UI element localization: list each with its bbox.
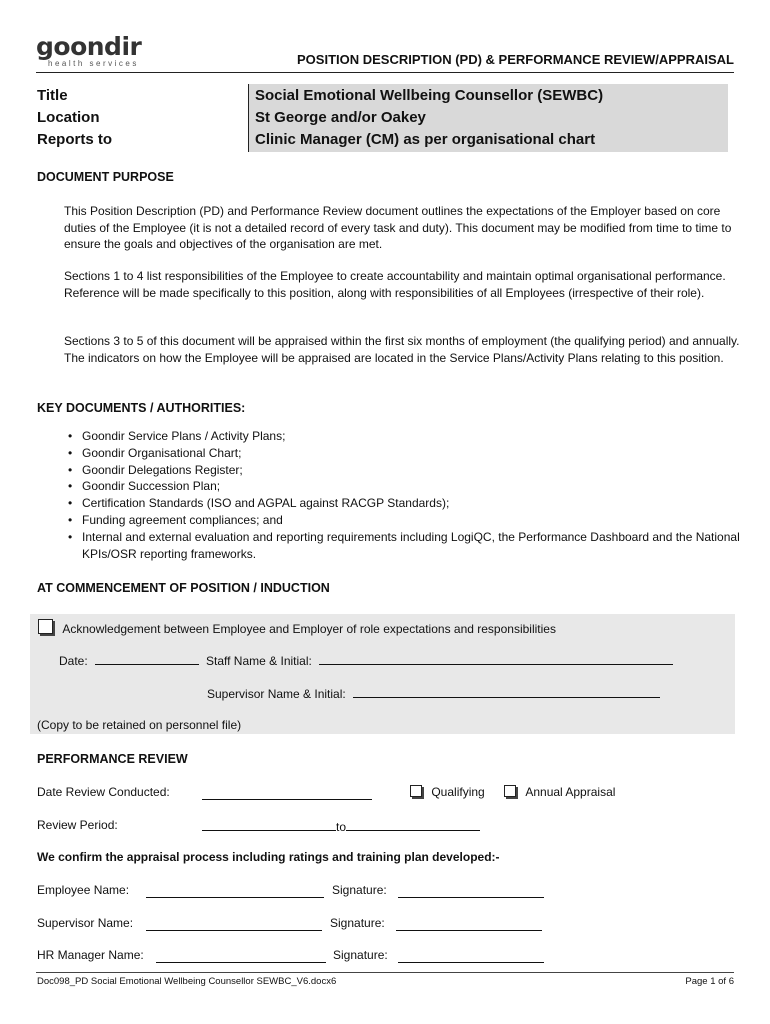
footer-document-name: Doc098_PD Social Emotional Wellbeing Counsellor SEWBC_V6.docx6 (37, 976, 337, 987)
hr-manager-name-field[interactable] (156, 950, 326, 963)
purpose-text-1: This Position Description (PD) and Performance Review document outlines the expectations of the Employer based on core duties of the Employee (it is not a detailed record of every task and duty). This document may be modified from time to time to ensure the goals and objectives of the organisation are met. (64, 204, 732, 252)
hr-manager-name-label: HR Manager Name: (37, 948, 144, 962)
employee-signature-field[interactable] (398, 885, 544, 898)
list-item: • Certification Standards (ISO and AGPAL against RACGP Standards); (64, 495, 744, 512)
header-divider (36, 72, 734, 73)
induction-supervisor-row (207, 685, 660, 701)
section-induction: AT COMMENCEMENT OF POSITION / INDUCTION (37, 581, 330, 595)
employee-signature-label: Signature: (332, 883, 387, 897)
footer-page-number: Page 1 of 6 (685, 976, 734, 987)
purpose-text-2: Sections 1 to 4 list responsibilities of the Employee to create accountability and maintain optimal organisational performance. Reference will be made specifically to this position, along with responsibilities of all Employees (irrespective of their role). (64, 269, 726, 300)
logo-word: goondir (36, 32, 142, 61)
induction-date-label: Date: (59, 654, 88, 668)
annual-appraisal-label: Annual Appraisal (525, 785, 616, 799)
hr-manager-signature-field[interactable] (398, 950, 544, 963)
confirmation-statement: We confirm the appraisal process including ratings and training plan developed:- (37, 850, 500, 864)
label-title: Title (37, 87, 68, 104)
acknowledgement-checkbox[interactable] (38, 619, 53, 634)
list-item: • Goondir Delegations Register; (64, 462, 744, 479)
induction-supervisor-field[interactable] (353, 685, 660, 698)
list-item: • Funding agreement compliances; and (64, 512, 744, 529)
list-item: • Goondir Service Plans / Activity Plans; (64, 428, 744, 445)
personnel-file-note: (Copy to be retained on personnel file) (37, 718, 242, 732)
staff-name-label: Staff Name & Initial: (206, 654, 312, 668)
acknowledgement-label: Acknowledgement between Employee and Employer of role expectations and responsibilities (62, 622, 556, 636)
purpose-text-3: Sections 3 to 5 of this document will be appraised within the first six months of employment (the qualifying period) and annually. The indicators on how the Employee will be appraised are located in the Service Plans/Activity Plans relating to this position. (64, 334, 740, 365)
review-period-start-field[interactable] (202, 818, 336, 831)
label-reports-to: Reports to (37, 131, 112, 148)
supervisor-name-field[interactable] (146, 918, 322, 931)
qualifying-label: Qualifying (431, 785, 485, 799)
employee-name-label: Employee Name: (37, 883, 130, 897)
employee-name-field[interactable] (146, 885, 324, 898)
list-item: • Goondir Organisational Chart; (64, 445, 744, 462)
qualifying-option (410, 785, 485, 799)
supervisor-signature-label: Signature: (330, 916, 385, 930)
induction-supervisor-label: Supervisor Name & Initial: (207, 687, 346, 701)
induction-date-field[interactable] (95, 652, 199, 665)
value-reports-to: Clinic Manager (CM) as per organisational chart (255, 131, 596, 148)
footer-divider (36, 972, 734, 973)
purpose-paragraph-2 (64, 268, 744, 301)
review-period-label: Review Period: (37, 818, 118, 832)
position-info-table (30, 84, 727, 152)
supervisor-name-label: Supervisor Name: (37, 916, 134, 930)
hr-manager-signature-label: Signature: (333, 948, 388, 962)
review-period-end-field[interactable] (346, 818, 480, 831)
induction-date-row (59, 652, 199, 668)
date-review-field[interactable] (202, 787, 372, 800)
list-item: • Goondir Succession Plan; (64, 478, 744, 495)
info-values (248, 84, 728, 152)
supervisor-signature-field[interactable] (396, 918, 542, 931)
document-header-title: POSITION DESCRIPTION (PD) & PERFORMANCE REVIEW/APPRAISAL (297, 52, 734, 67)
logo-tagline: health services (48, 59, 139, 68)
purpose-paragraph-1 (64, 203, 744, 253)
qualifying-checkbox[interactable] (410, 785, 422, 797)
annual-appraisal-checkbox[interactable] (504, 785, 516, 797)
acknowledgement-row (38, 619, 556, 636)
staff-name-row (206, 652, 673, 668)
date-review-label: Date Review Conducted: (37, 785, 170, 799)
list-item: • Internal and external evaluation and reporting requirements including LogiQC, the Performance Dashboard and the National KPIs/OSR reporting frameworks. (64, 529, 744, 563)
review-period-row (202, 818, 480, 834)
section-document-purpose: DOCUMENT PURPOSE (37, 170, 174, 184)
info-labels (30, 84, 246, 152)
section-key-documents: KEY DOCUMENTS / AUTHORITIES: (37, 401, 246, 415)
section-performance-review: PERFORMANCE REVIEW (37, 752, 188, 766)
review-period-to: to (336, 820, 347, 834)
annual-appraisal-option (504, 785, 615, 799)
value-location: St George and/or Oakey (255, 109, 426, 126)
staff-name-field[interactable] (319, 652, 673, 665)
value-title: Social Emotional Wellbeing Counsellor (SEWBC) (255, 87, 604, 104)
goondir-logo (36, 34, 146, 68)
purpose-paragraph-3 (64, 333, 744, 366)
key-documents-list (64, 428, 744, 562)
label-location: Location (37, 109, 100, 126)
